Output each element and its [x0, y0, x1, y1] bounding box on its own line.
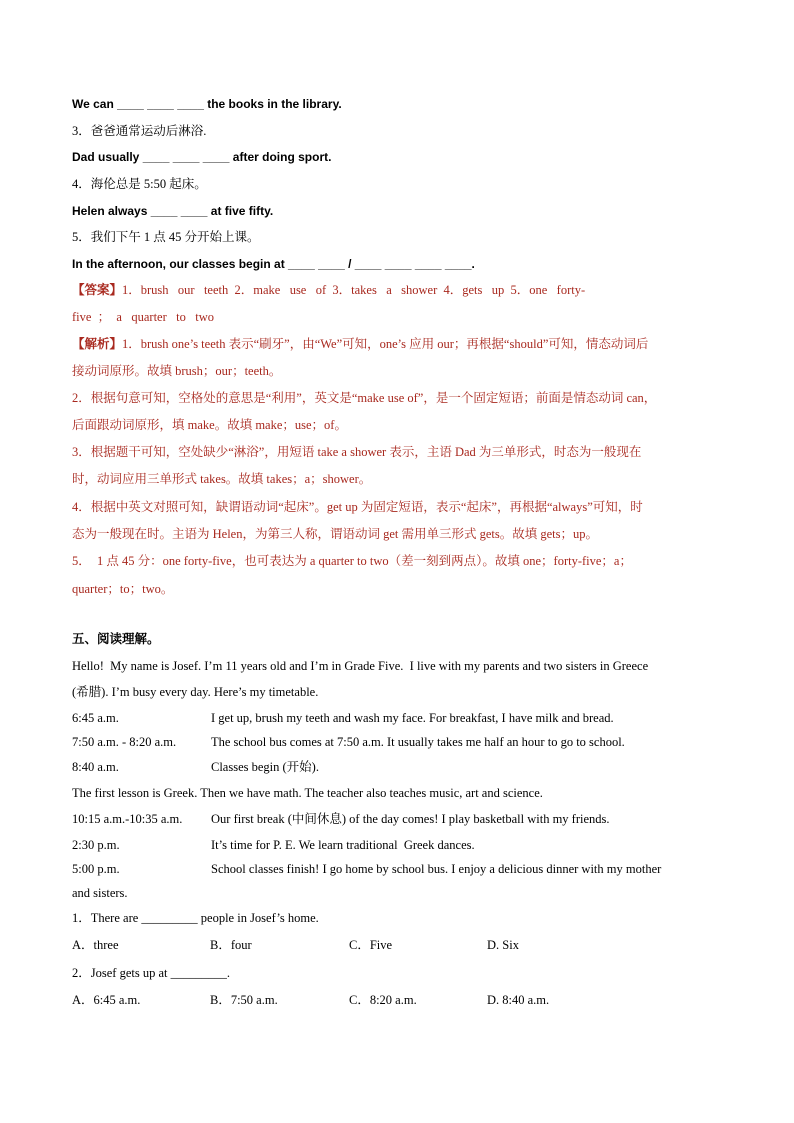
timetable-activity: The school bus comes at 7:50 a.m. It usually takes me half an hour to go to school.: [211, 735, 625, 749]
analysis-line-5: 3．根据题干可知，空处缺少“淋浴”，用短语 take a shower 表示，主语 Dad 为三单形式，时态为一般现在: [72, 445, 642, 459]
question-1-option-a[interactable]: A．three: [72, 938, 119, 952]
analysis-line-2: 接动词原形。故填 brush；our；teeth。: [72, 364, 282, 378]
analysis-line-8: 态为一般现在时。主语为 Helen，为第三人称，谓语动词 get 需用单三形式 gets。故填 gets；up。: [72, 527, 599, 541]
analysis-line-10: quarter；to；two。: [72, 582, 174, 596]
question-2-stem: 2．Josef gets up at _________.: [72, 966, 230, 980]
analysis-line-6: 时，动词应用三单形式 takes。故填 takes；a；shower。: [72, 472, 372, 486]
answer-tag: 【答案】: [72, 283, 123, 297]
reading-intro-2: (希腊). I’m busy every day. Here’s my timetable.: [72, 685, 319, 699]
timetable-time: 6:45 a.m.: [72, 711, 119, 725]
fill-in-q2-sentence: We can ____ ____ ____ the books in the library.: [72, 97, 342, 111]
fill-in-q5-chinese: 5．我们下午 1 点 45 分开始上课。: [72, 230, 260, 244]
fill-in-q3-chinese: 3．爸爸通常运动后淋浴.: [72, 124, 207, 138]
timetable-activity: It’s time for P. E. We learn traditional Greek dances.: [211, 838, 475, 852]
timetable-activity: School classes finish! I go home by school bus. I enjoy a delicious dinner with my mother: [211, 862, 662, 876]
timetable-time: 8:40 a.m.: [72, 760, 119, 774]
answer-line-1: [72, 281, 585, 299]
fill-in-q3-english: Dad usually ____ ____ ____ after doing sport.: [72, 150, 332, 164]
analysis-text-1: 1．brush one’s teeth 表示“刷牙”，由“We”可知，one’s 应用 our；再根据“should”可知，情态动词后: [122, 337, 649, 351]
timetable-time: 7:50 a.m. - 8:20 a.m.: [72, 735, 177, 749]
reading-section-title: 五、阅读理解。: [72, 632, 160, 646]
analysis-line-9: 5． 1 点 45 分：one forty-five，也可表达为 a quarter to two（差一刻到两点）。故填 one；forty-five；a；: [72, 554, 632, 568]
analysis-line-7: 4．根据中英文对照可知，缺谓语动词“起床”。get up 为固定短语，表示“起床”，再根据“always”可知，时: [72, 500, 643, 514]
question-2-option-b[interactable]: B．7:50 a.m.: [210, 993, 278, 1007]
analysis-line-4: 后面跟动词原形，填 make。故填 make；use；of。: [72, 418, 347, 432]
question-1-option-d[interactable]: D. Six: [487, 938, 519, 952]
timetable-activity: I get up, brush my teeth and wash my face. For breakfast, I have milk and bread.: [211, 711, 614, 725]
question-1-option-c[interactable]: C．Five: [349, 938, 393, 952]
question-1-option-b[interactable]: B．four: [210, 938, 252, 952]
analysis-tag: 【解析】: [72, 337, 123, 351]
fill-in-q4-english: Helen always ____ ____ at five fifty.: [72, 204, 274, 218]
timetable-activity: Our first break (中间休息) of the day comes! I play basketball with my friends.: [211, 812, 610, 826]
question-2-option-a[interactable]: A．6:45 a.m.: [72, 993, 141, 1007]
question-1-stem: 1．There are _________ people in Josef’s home.: [72, 911, 319, 925]
timetable-time: 10:15 a.m.-10:35 a.m.: [72, 812, 183, 826]
timetable-activity: Classes begin (开始).: [211, 760, 319, 774]
reading-middle-text: The first lesson is Greek. Then we have math. The teacher also teaches music, art and science.: [72, 786, 543, 800]
timetable-time: 2:30 p.m.: [72, 838, 120, 852]
reading-tail-text: and sisters.: [72, 886, 128, 900]
answer-line-2: five ； a quarter to two: [72, 310, 214, 324]
question-2-option-d[interactable]: D. 8:40 a.m.: [487, 993, 550, 1007]
timetable-time: 5:00 p.m.: [72, 862, 120, 876]
analysis-line-3: 2．根据句意可知，空格处的意思是“利用”，英文是“make use of”，是一个固定短语；前面是情态动词 can，: [72, 391, 657, 405]
analysis-line-1: [72, 335, 648, 353]
question-2-option-c[interactable]: C．8:20 a.m.: [349, 993, 417, 1007]
fill-in-q5-english: In the afternoon, our classes begin at ____ ____ / ____ ____ ____ ____.: [72, 257, 475, 271]
answer-text-1: 1．brush our teeth 2．make use of 3．takes a shower 4．gets up 5．one forty-: [122, 283, 586, 297]
reading-intro-1: Hello! My name is Josef. I’m 11 years old and I’m in Grade Five. I live with my parents and two sisters in Greece: [72, 659, 649, 673]
fill-in-q4-chinese: 4．海伦总是 5:50 起床。: [72, 177, 207, 191]
